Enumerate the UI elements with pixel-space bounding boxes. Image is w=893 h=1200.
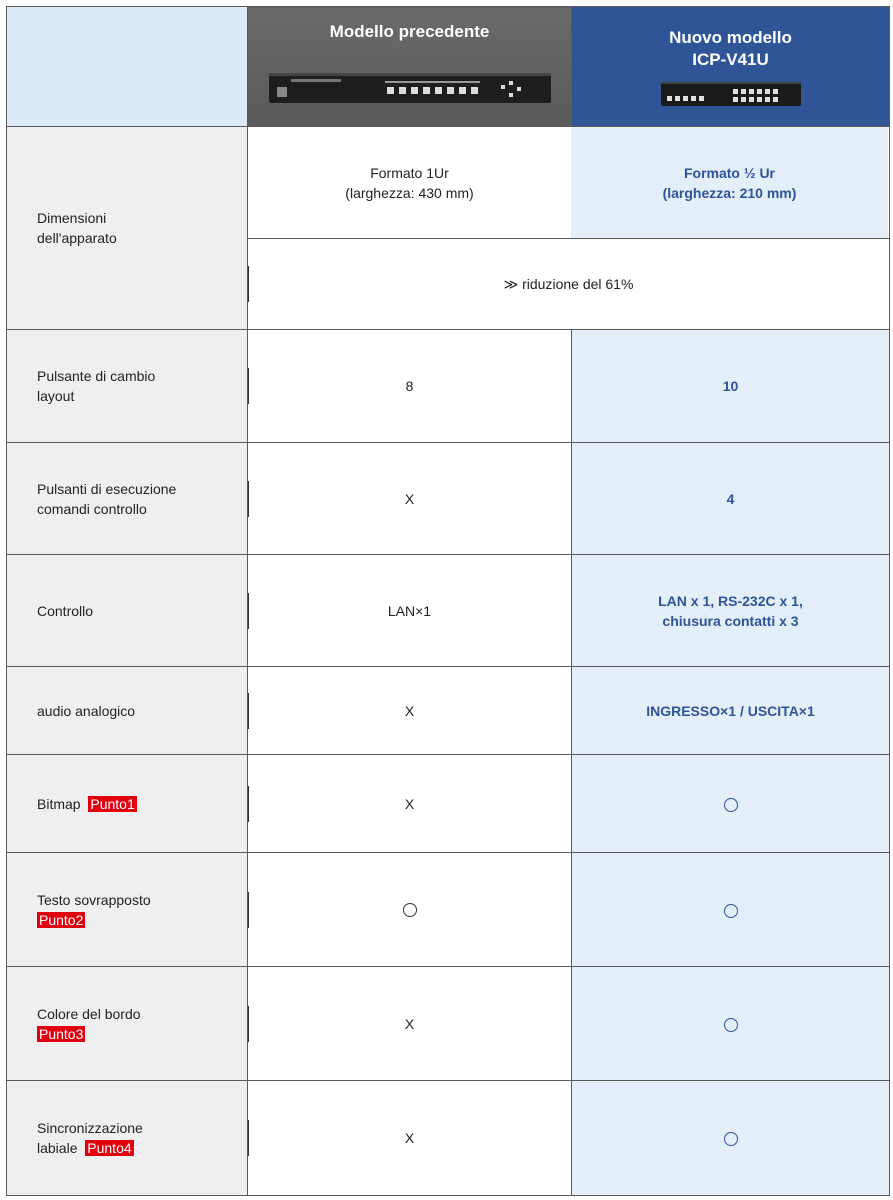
table-row xyxy=(7,443,890,555)
row-new-cell xyxy=(572,755,890,853)
row-previous-value: X xyxy=(404,490,415,507)
row-new-value: 4 xyxy=(726,490,735,507)
row-previous-cell xyxy=(248,1081,572,1196)
row-previous-cell xyxy=(248,967,572,1081)
row-previous-value: X xyxy=(404,1130,415,1146)
row-previous-value: LAN×1 xyxy=(387,602,432,619)
table-row xyxy=(7,967,890,1081)
row-label-line2: labiale xyxy=(37,1140,78,1156)
row-label-line1: Sincronizzazione xyxy=(37,1120,143,1136)
circle-check-icon xyxy=(724,1132,738,1146)
previous-model-title: Modello precedente xyxy=(329,22,490,41)
dimensions-new xyxy=(571,127,888,238)
row-label-line1: Testo sovrapposto xyxy=(37,891,151,908)
row-previous-cell xyxy=(248,443,572,555)
dimensions-label-cell xyxy=(7,127,248,330)
header-row xyxy=(7,7,890,127)
row-new-value-line1: LAN x 1, RS-232C x 1, xyxy=(658,592,803,609)
row-label-line1: Pulsante di cambio xyxy=(37,368,156,384)
circle-check-icon xyxy=(724,798,738,812)
header-empty-cell xyxy=(7,7,248,127)
punto-badge: Punto4 xyxy=(87,1140,132,1156)
dimensions-reduction xyxy=(248,239,889,329)
row-previous-value: X xyxy=(404,1015,415,1032)
row-new-cell xyxy=(572,555,890,667)
table-row xyxy=(7,555,890,667)
row-previous-cell xyxy=(248,330,572,443)
row-new-value-line2: chiusura contatti x 3 xyxy=(662,612,799,629)
row-previous-cell xyxy=(248,555,572,667)
previous-device-image xyxy=(269,67,551,107)
row-new-value: INGRESSO×1 / USCITA×1 xyxy=(646,702,815,719)
row-label-cell xyxy=(7,1081,248,1196)
new-model-title-line1: Nuovo modello xyxy=(669,28,792,47)
row-new-cell xyxy=(572,853,890,967)
row-previous-cell xyxy=(248,755,572,853)
row-label-cell xyxy=(7,853,248,967)
row-label-cell xyxy=(7,967,248,1081)
table-row xyxy=(7,667,890,755)
dimensions-row xyxy=(7,127,890,330)
table-row xyxy=(7,853,890,967)
dimensions-prev-line2: (larghezza: 430 mm) xyxy=(345,184,474,201)
dimensions-prev-line1: Formato 1Ur xyxy=(370,164,449,181)
row-label-cell xyxy=(7,755,248,853)
circle-check-icon xyxy=(724,1018,738,1032)
row-new-cell xyxy=(572,443,890,555)
row-previous-value: 8 xyxy=(405,378,414,394)
circle-check-icon xyxy=(724,904,738,918)
row-label-cell xyxy=(7,330,248,443)
table-row xyxy=(7,755,890,853)
dimensions-values-cell xyxy=(248,127,890,330)
row-label-cell xyxy=(7,555,248,667)
comparison-table-wrapper xyxy=(6,6,886,1194)
row-label-line1: Bitmap xyxy=(37,795,81,812)
row-label-line1: audio analogico xyxy=(37,702,136,719)
row-previous-value: X xyxy=(404,702,415,719)
row-previous-value: X xyxy=(404,795,415,812)
row-previous-cell xyxy=(248,667,572,755)
row-new-cell xyxy=(572,330,890,443)
row-label-line2: layout xyxy=(37,388,75,404)
row-label-cell xyxy=(7,443,248,555)
row-new-cell xyxy=(572,967,890,1081)
row-previous-cell xyxy=(248,853,572,967)
row-label-line1: Colore del bordo xyxy=(37,1005,141,1022)
dimensions-label-line2: dell'apparato xyxy=(37,230,117,246)
row-new-cell xyxy=(572,1081,890,1196)
dimensions-new-line1: Formato ½ Ur xyxy=(683,164,775,181)
header-previous-model xyxy=(248,7,572,127)
row-label-line1: Controllo xyxy=(37,602,94,619)
punto-badge: Punto3 xyxy=(39,1025,84,1042)
header-new-model xyxy=(572,7,890,127)
row-label-line1: Pulsanti di esecuzione xyxy=(37,480,177,497)
dimensions-new-line2: (larghezza: 210 mm) xyxy=(662,184,797,201)
table-row xyxy=(7,1081,890,1196)
circle-check-icon xyxy=(403,903,417,917)
table-row xyxy=(7,330,890,443)
row-new-value: 10 xyxy=(722,378,739,394)
dimensions-previous xyxy=(248,127,571,238)
dimensions-label-line1: Dimensioni xyxy=(37,210,107,226)
row-label-line2: comandi controllo xyxy=(37,500,147,517)
punto-badge: Punto2 xyxy=(39,911,84,928)
row-label-cell xyxy=(7,667,248,755)
row-new-cell xyxy=(572,667,890,755)
comparison-table xyxy=(6,6,890,1196)
punto-badge: Punto1 xyxy=(90,795,135,812)
reduction-text: ≫ riduzione del 61% xyxy=(503,275,634,292)
new-model-title-line2: ICP-V41U xyxy=(692,50,769,69)
new-device-image xyxy=(661,79,801,109)
